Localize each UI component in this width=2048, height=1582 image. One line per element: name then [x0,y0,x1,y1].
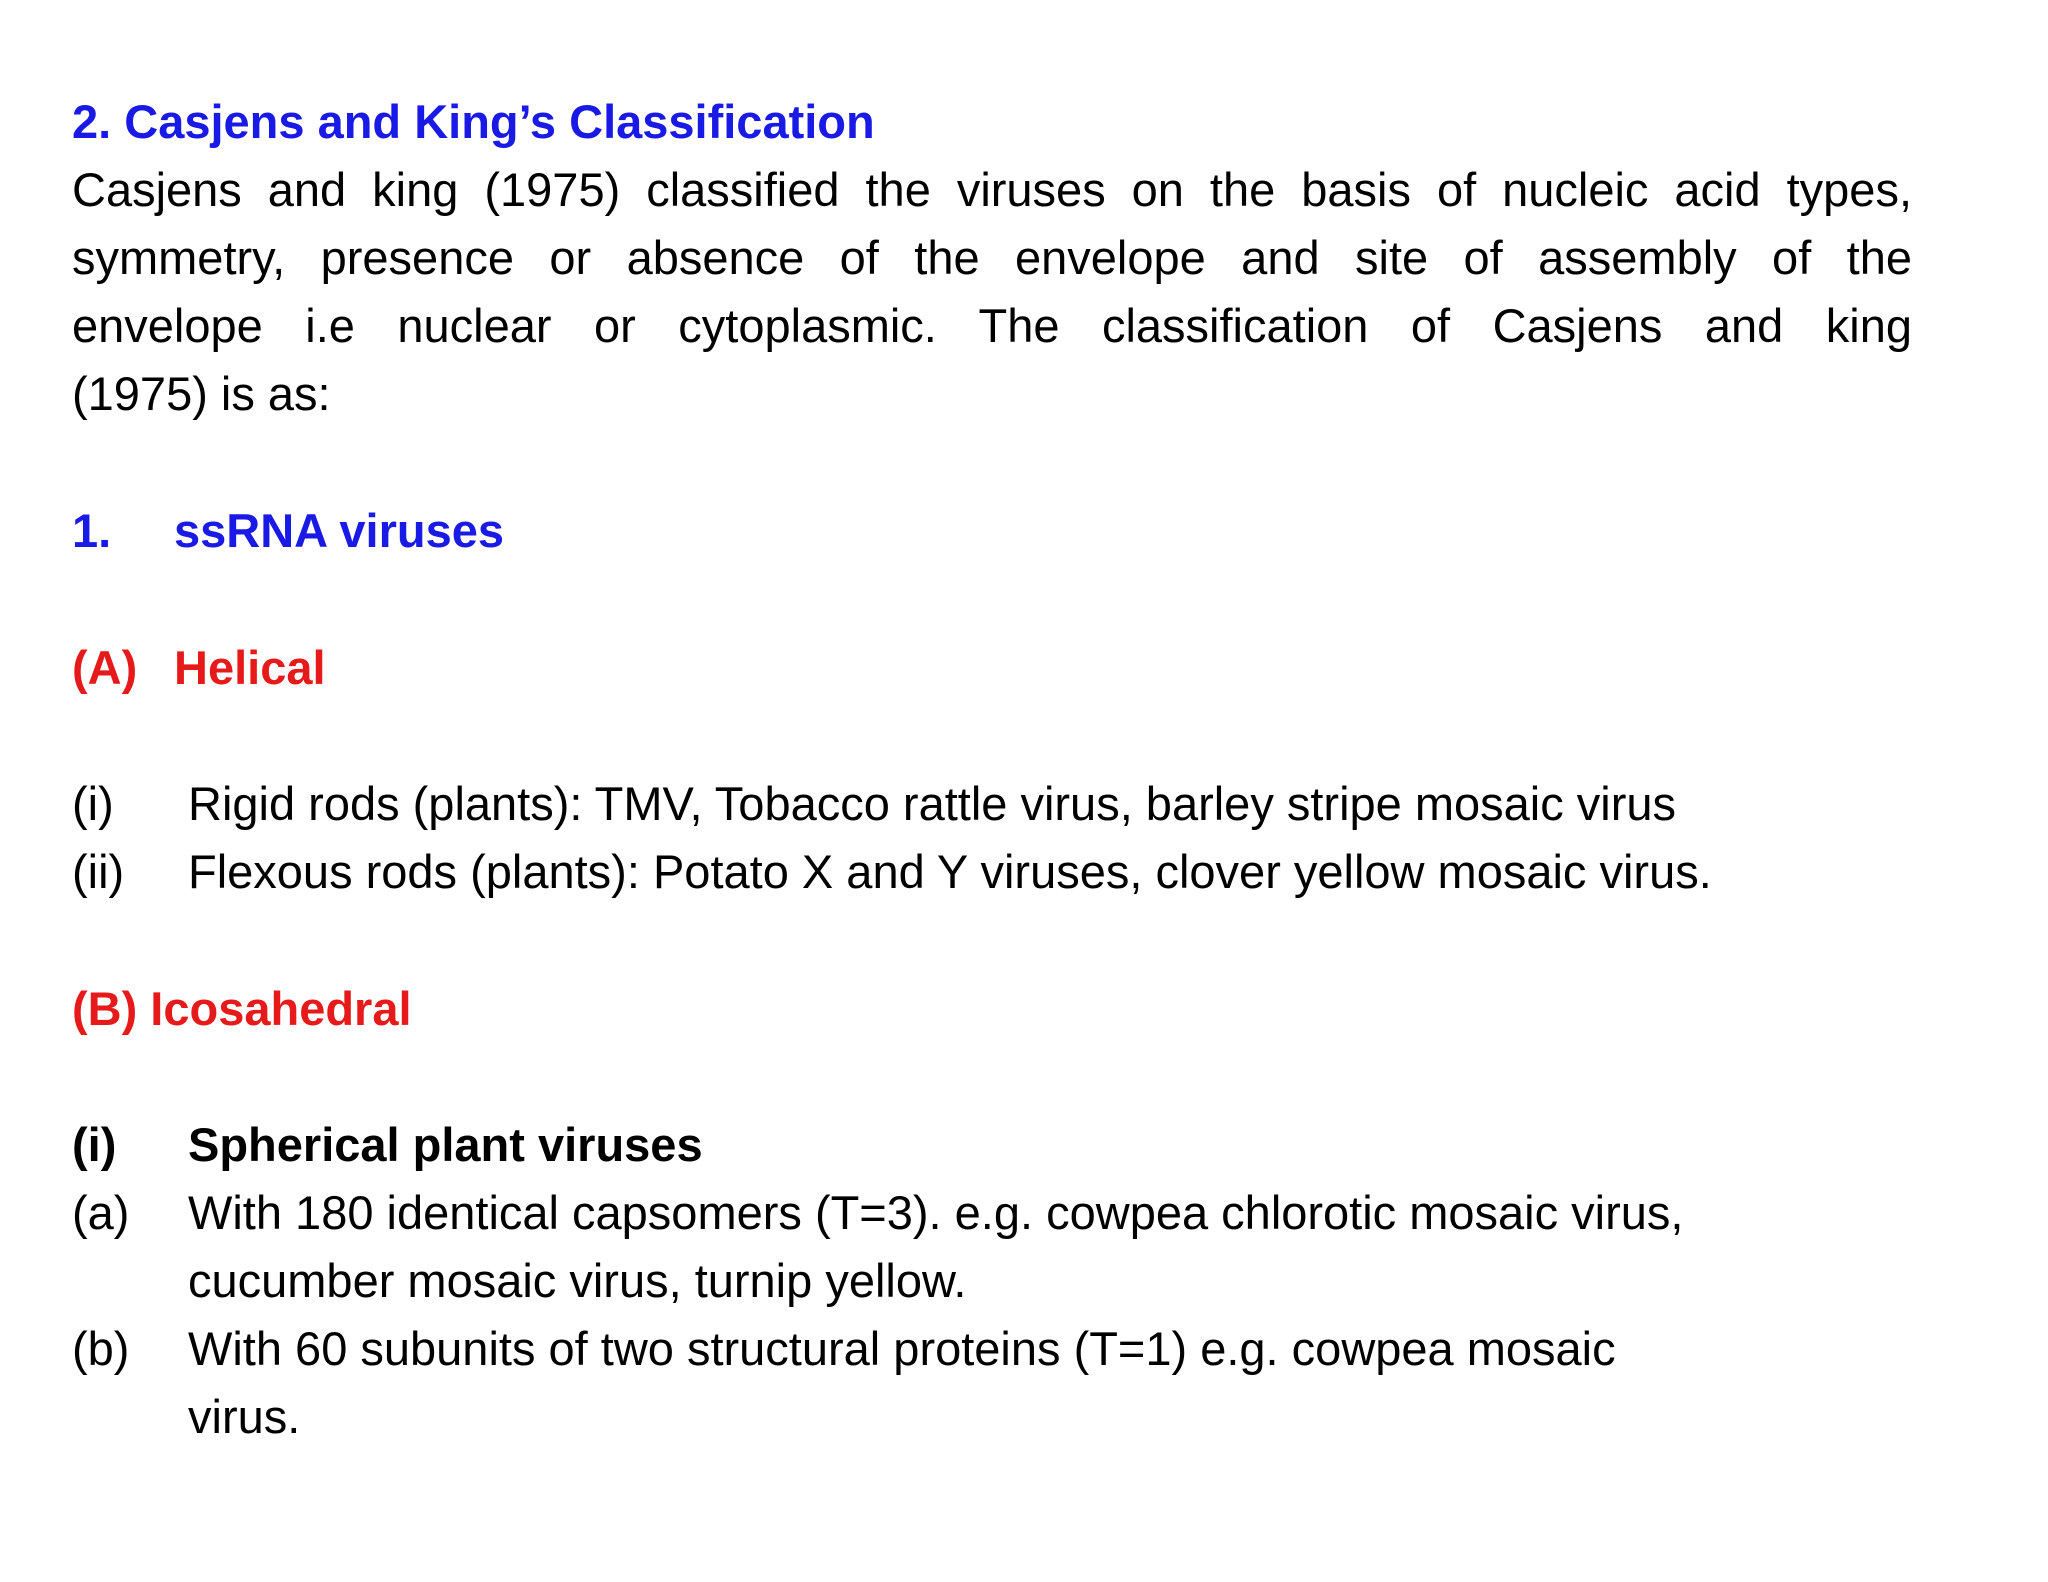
item-number: (b) [72,1322,130,1375]
intro-line: symmetry, presence or absence of the envelope and site of assembly of the [72,231,1912,284]
subheading-label: Helical [174,641,326,694]
section-label: ssRNA viruses [174,504,505,557]
item-text: With 60 subunits of two structural proteins (T=1) e.g. cowpea mosaic [188,1322,1616,1375]
item-number: (i) [72,1118,117,1171]
item-text-continued: cucumber mosaic virus, turnip yellow. [188,1254,967,1307]
item-text: With 180 identical capsomers (T=3). e.g. cowpea chlorotic mosaic virus, [188,1186,1684,1239]
list-item [72,838,1712,906]
intro-line: Casjens and king (1975) classified the viruses on the basis of nucleic acid types, [72,163,1912,216]
subheading-helical [72,634,326,702]
item-number: (i) [72,777,114,830]
intro-paragraph [72,156,1912,428]
item-text: Rigid rods (plants): TMV, Tobacco rattle virus, barley stripe mosaic virus [188,777,1677,830]
subheading-letter: (A) [72,641,138,694]
item-number: (ii) [72,845,125,898]
intro-line: (1975) is as: [72,367,331,420]
item-number: (a) [72,1186,130,1239]
list-item [72,1315,1616,1383]
list-item [72,770,1676,838]
section-heading-ssrna [72,497,504,565]
item-text: Flexous rods (plants): Potato X and Y viruses, clover yellow mosaic virus. [188,845,1712,898]
list-item [72,1179,1683,1247]
intro-line: envelope i.e nuclear or cytoplasmic. The classification of Casjens and king [72,299,1912,352]
item-text: Spherical plant viruses [188,1118,703,1171]
subheading-spherical [72,1111,703,1179]
page-title: 2. Casjens and King’s Classification [72,95,875,148]
section-number: 1. [72,504,112,557]
subheading-icosahedral: (B) Icosahedral [72,982,412,1035]
item-text-continued: virus. [188,1390,301,1443]
